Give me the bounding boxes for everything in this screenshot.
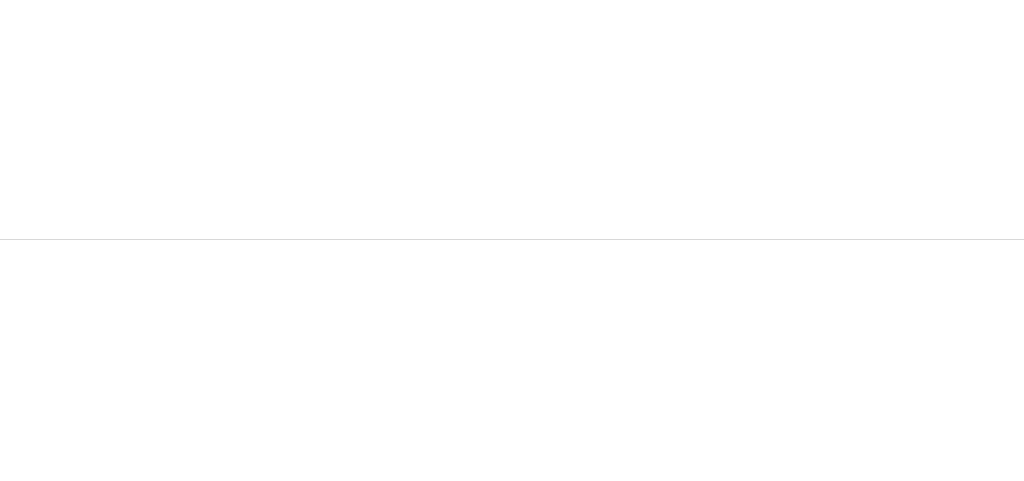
bottom-row (0, 240, 1024, 481)
top-row (0, 0, 1024, 240)
